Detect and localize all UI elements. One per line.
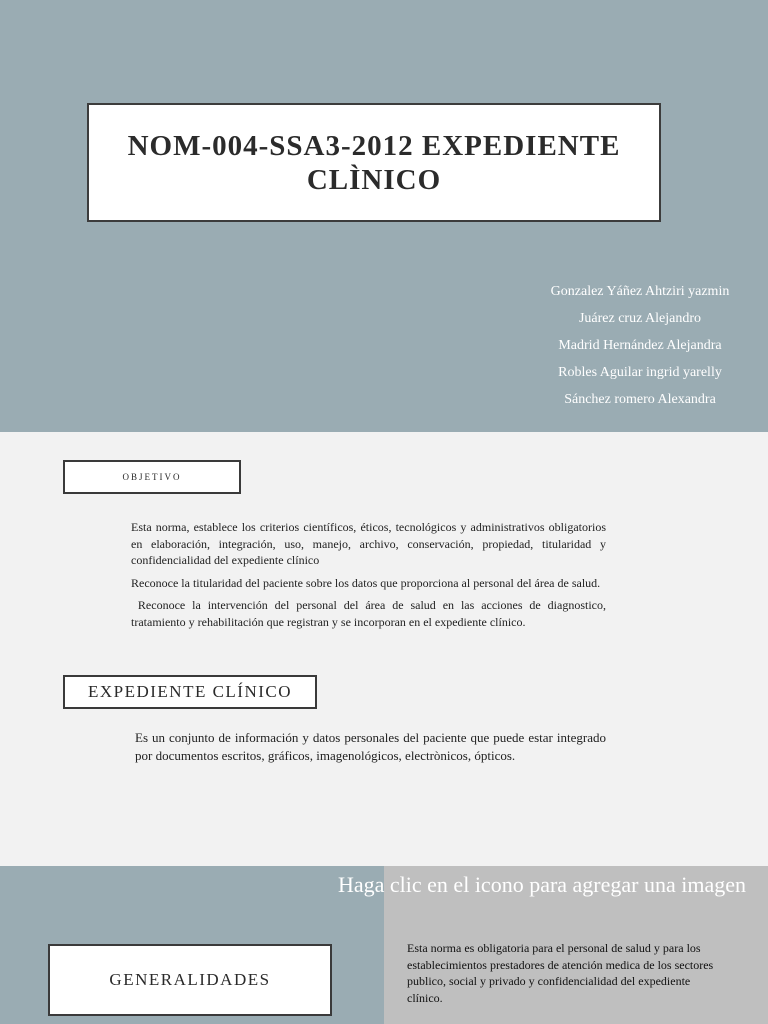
author-name: Juárez cruz Alejandro [578, 311, 702, 326]
author-name: Sánchez romero Alexandra [564, 392, 716, 407]
expediente-body: Es un conjunto de información y datos personales del paciente que puede estar integrado por documentos escritos, gráficos, imagenológicos, electrònicos, ópticos. [135, 730, 606, 763]
expediente-heading-box [63, 675, 317, 709]
author-name: Madrid Hernández Alejandra [558, 338, 722, 353]
generalidades-slide [0, 866, 768, 1024]
expediente-heading: EXPEDIENTE CLÍNICO [87, 682, 293, 701]
objetivo-paragraph: Esta norma, establece los criterios científicos, éticos, tecnológicos y administrativos obligatorios en elaboración, integración, uso, manejo, archivo, conservación, propiedad, titularidad y confidencialidad del expediente clínico [131, 520, 606, 567]
image-placeholder-prompt[interactable]: Haga clic en el icono para agregar una imagen [338, 872, 747, 897]
title-box [87, 103, 661, 222]
objetivo-heading: OBJETIVO [122, 472, 182, 482]
content-slide [0, 432, 768, 866]
author-name: Gonzalez Yáñez Ahtziri yazmin [550, 284, 730, 299]
objetivo-heading-box [63, 460, 241, 494]
slide-title: NOM-004-SSA3-2012 EXPEDIENTE CLÌNICO [127, 129, 621, 196]
objetivo-paragraph: Reconoce la titularidad del paciente sobre los datos que proporciona al personal del área de salud. [131, 575, 601, 590]
author-name: Robles Aguilar ingrid yarelly [558, 365, 722, 380]
authors-list [520, 278, 760, 413]
generalidades-heading-box [48, 944, 332, 1016]
generalidades-body: Esta norma es obligatoria para el personal de salud y para los establecimientos prestadores de atención medica de los sectores publico, social y privado y confidencialidad del expediente clínico. [407, 941, 714, 1005]
objetivo-body [131, 519, 609, 636]
title-slide [0, 0, 768, 432]
objetivo-paragraph: Reconoce la intervención del personal del área de salud en las acciones de diagnostico, tratamiento y rehabilitación que registran y se incorporan en el expediente clínico. [131, 598, 609, 629]
generalidades-heading: GENERALIDADES [109, 970, 271, 989]
